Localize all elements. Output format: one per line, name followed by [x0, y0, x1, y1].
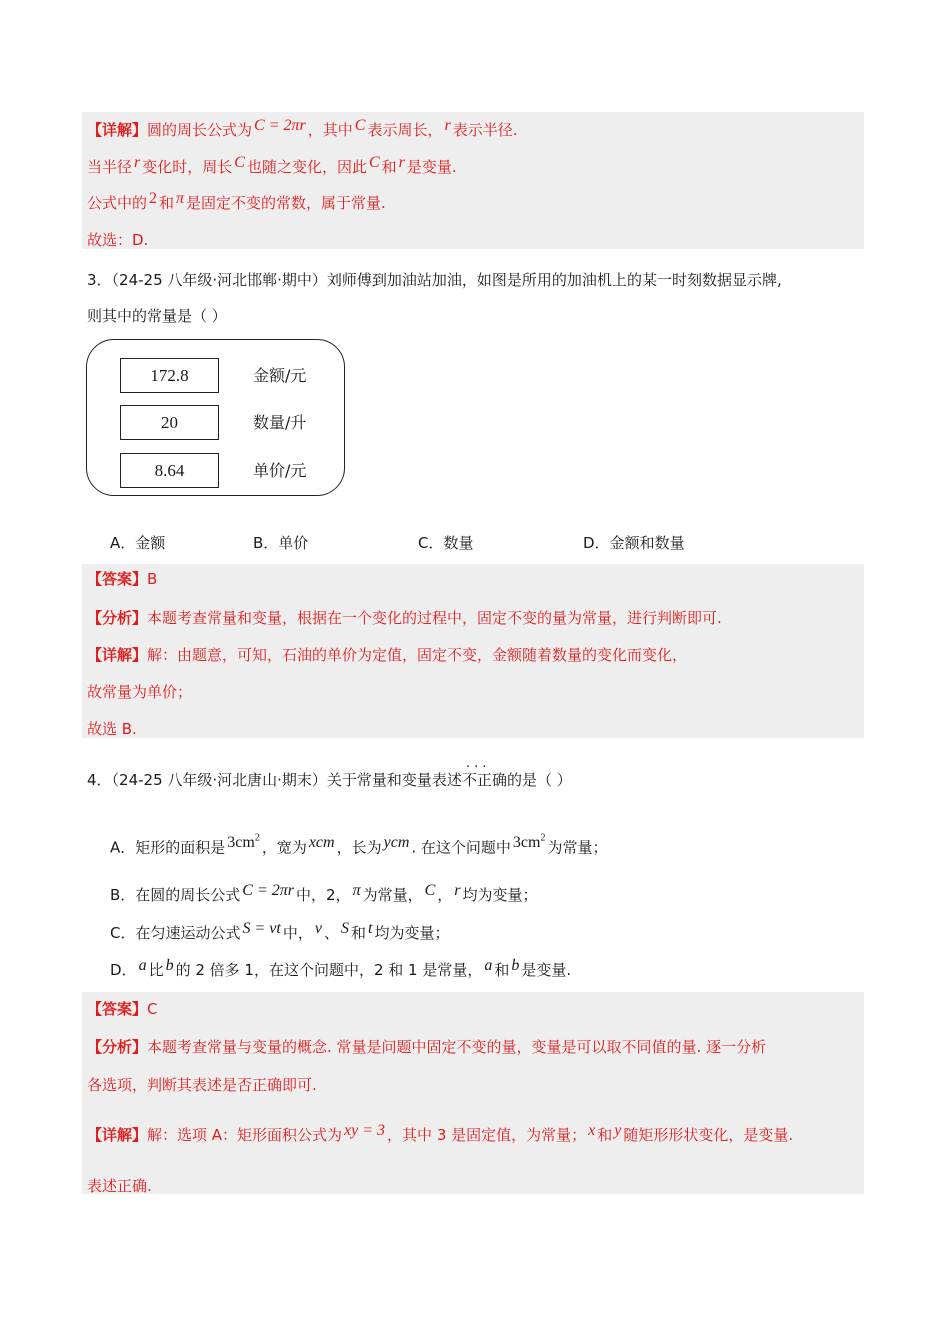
q4-stem: 4．（24-25 八年级·河北唐山·期末）关于常量和变量表述 ··· 不正确的是（ ）	[87, 760, 572, 789]
emphasis-dots: ···	[465, 760, 491, 775]
q4-option-b: B．在圆的周长公式 C = 2πr 中，2， π 为常量， C ， r 均为变量；	[110, 882, 538, 904]
q4-option-a: A．矩形的面积是 $3cm^2$ ，宽为 xcm ，长为 ycm . 在这个问题中 $3cm^2$ 为常量；	[110, 833, 608, 857]
quantity-label: 数量/升	[253, 413, 307, 432]
q3-detail-2: 故常量为单价；	[87, 683, 193, 701]
q4-detail-2: 表述正确.	[87, 1177, 152, 1195]
q4-detail-1: 【详解】解：选项 A：矩形面积公式为 xy = 3 ，其中 3 是固定值，为常量； x 和 y 随矩形形状变化，是变量.	[87, 1122, 794, 1144]
detail-line-4: 故选：D.	[87, 231, 149, 249]
unit-price-label: 单价/元	[253, 461, 307, 480]
detail-line-2: 当半径 r 变化时，周长 C 也随之变化，因此 C 和 r 是变量.	[87, 154, 457, 176]
detail-line-1: 【详解】圆的周长公式为 C = 2πr ，其中 C 表示周长， r 表示半径.	[87, 117, 518, 139]
q3-option-a: A．金额	[110, 534, 166, 552]
q3-option-b: B．单价	[253, 534, 309, 552]
q3-analysis: 【分析】本题考查常量和变量，根据在一个变化的过程中，固定不变的量为常量，进行判断即可.	[87, 609, 722, 627]
q3-stem-line-1: 3．（24-25 八年级·河北邯郸·期中）刘师傅到加油站加油，如图是所用的加油机上的某一时刻数据显示牌,	[87, 271, 782, 289]
q3-detail-1: 【详解】解：由题意，可知，石油的单价为定值，固定不变，金额随着数量的变化而变化，	[87, 646, 688, 664]
q3-answer: 【答案】B	[87, 570, 158, 588]
amount-label: 金额/元	[253, 366, 307, 385]
q3-stem-line-2: 则其中的常量是（ ）	[87, 307, 227, 325]
emphasis-not-correct: ··· 不正确	[461, 760, 507, 789]
q3-detail-3: 故选 B.	[87, 720, 137, 738]
quantity-value-box: 20	[120, 405, 219, 440]
detail-line-3: 公式中的 2 和 π 是固定不变的常数，属于常量.	[87, 190, 386, 212]
q4-analysis-2: 各选项，判断其表述是否正确即可.	[87, 1076, 317, 1094]
q4-analysis-1: 【分析】本题考查常量与变量的概念. 常量是问题中固定不变的量，变量是可以取不同值的量. 逐一分析	[87, 1038, 767, 1056]
q4-option-c: C．在匀速运动公式 S = vt 中， v 、 S 和 t 均为变量；	[110, 920, 450, 942]
q3-option-d: D．金额和数量	[583, 534, 685, 552]
q4-option-d: D． a 比 b 的 2 倍多 1，在这个问题中，2 和 1 是常量， a 和 b 是变量.	[110, 957, 572, 979]
q4-answer: 【答案】C	[87, 1000, 158, 1018]
unit-price-value-box: 8.64	[120, 453, 219, 488]
amount-value-box: 172.8	[120, 358, 219, 393]
q3-option-c: C．数量	[418, 534, 474, 552]
